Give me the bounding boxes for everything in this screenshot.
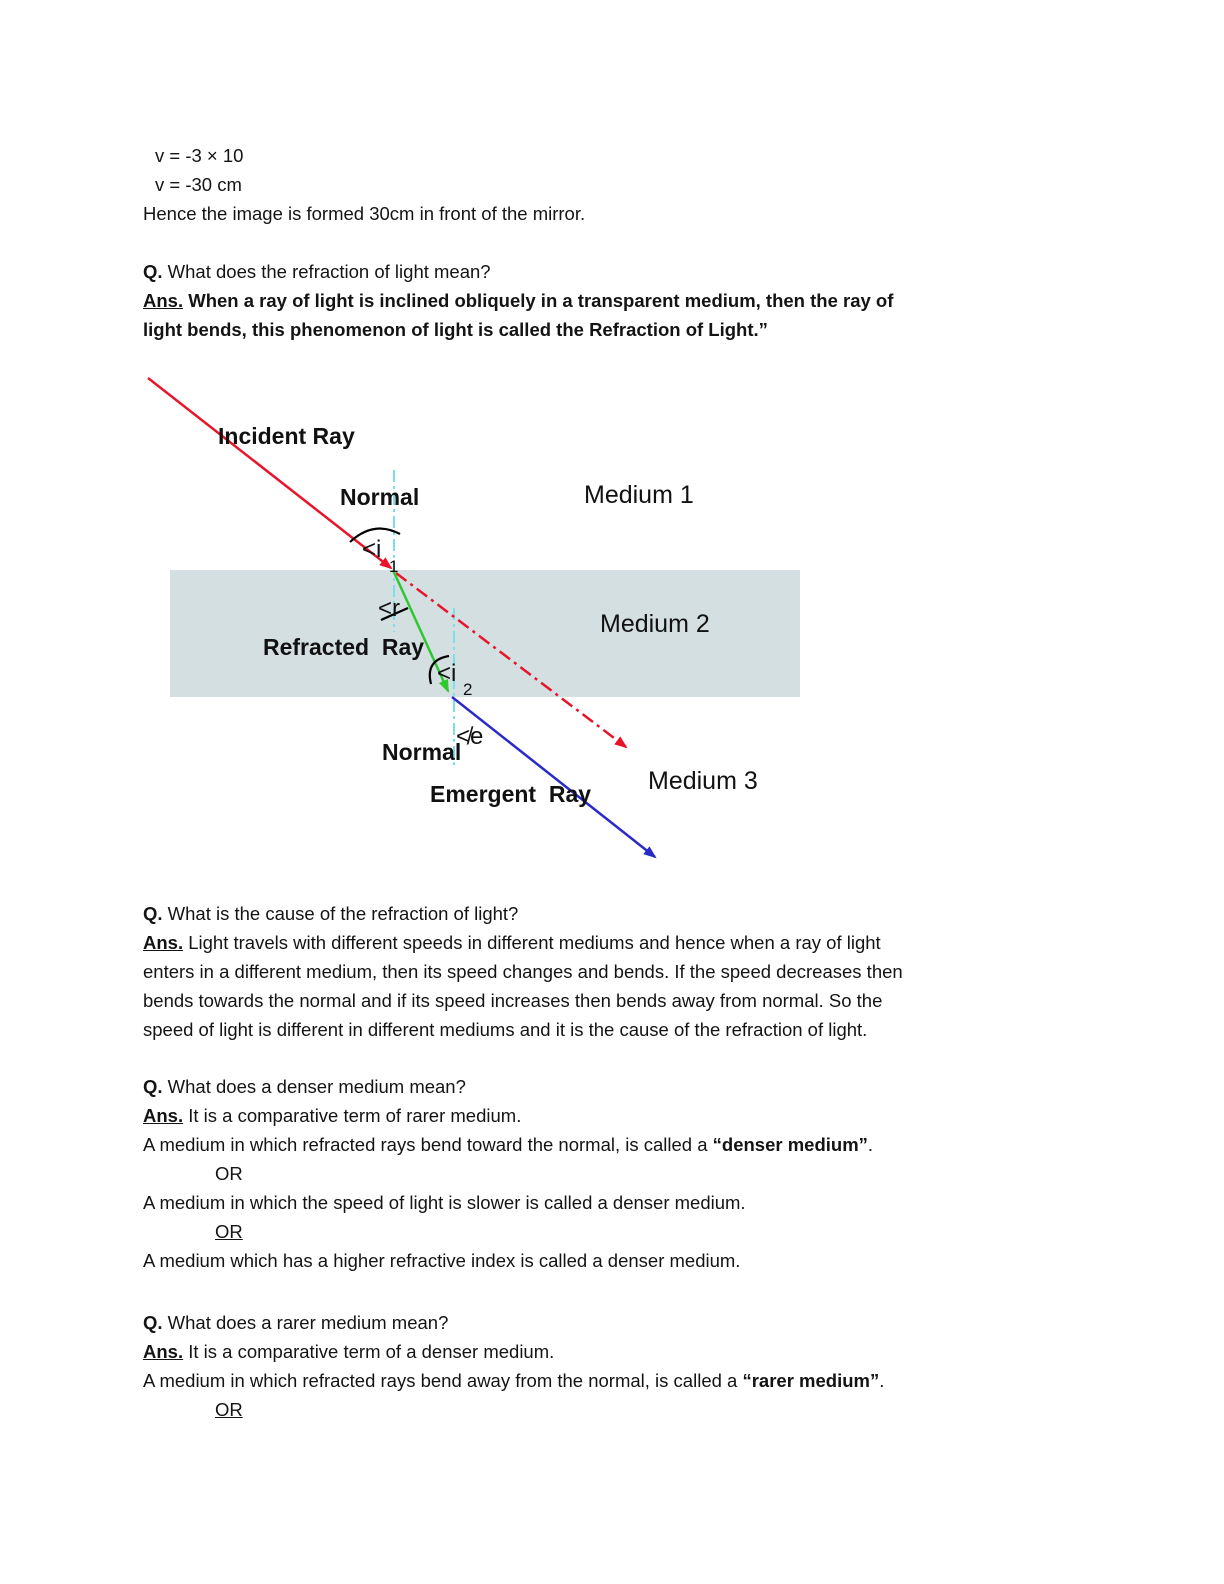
q-text: What does a rarer medium mean? bbox=[162, 1312, 449, 1333]
or-underlined: OR bbox=[215, 1399, 243, 1420]
or-text: OR bbox=[215, 1163, 243, 1184]
angle-i1-label: <i bbox=[362, 536, 382, 563]
ans-text: It is a comparative term of a denser medium. bbox=[183, 1341, 555, 1362]
or-separator bbox=[143, 1395, 1123, 1424]
q-text: What does a denser medium mean? bbox=[162, 1076, 466, 1097]
denser-definition-3: A medium which has a higher refractive index is called a denser medium. bbox=[143, 1250, 741, 1271]
def-term: “denser medium” bbox=[712, 1134, 868, 1155]
question-rarer bbox=[143, 1308, 1123, 1337]
incident-ray-label: Incident Ray bbox=[218, 423, 355, 449]
qa-denser-block bbox=[143, 1072, 1123, 1275]
normal-bottom-label: Normal bbox=[382, 739, 462, 765]
ans-text: It is a comparative term of rarer medium. bbox=[183, 1105, 522, 1126]
ans-text: Light travels with different speeds in different mediums and hence when a ray of light bbox=[183, 932, 881, 953]
question-denser bbox=[143, 1072, 1123, 1101]
qa-cause-block bbox=[143, 899, 1123, 1044]
def-term: “rarer medium” bbox=[742, 1370, 880, 1391]
angle-i2-subscript: 2 bbox=[463, 680, 473, 699]
medium1-label: Medium 1 bbox=[584, 481, 694, 509]
or-underlined: OR bbox=[215, 1221, 243, 1242]
ans-text: When a ray of light is inclined obliquely in a transparent medium, then the ray of bbox=[183, 290, 894, 311]
answer-denser bbox=[143, 1101, 1123, 1130]
q-text: What is the cause of the refraction of light? bbox=[162, 903, 519, 924]
answer-cause-line-2: enters in a different medium, then its speed changes and bends. If the speed decreases then bbox=[143, 961, 903, 982]
answer-refraction-line-2: light bends, this phenomenon of light is called the Refraction of Light.” bbox=[143, 319, 768, 340]
rarer-definition-1 bbox=[143, 1366, 1123, 1395]
answer-refraction-line-1 bbox=[143, 286, 1123, 315]
calc-line-1: v = -3 × 10 bbox=[155, 145, 244, 166]
def-period: . bbox=[879, 1370, 885, 1391]
def-text: A medium in which refracted rays bend toward the normal, is called a bbox=[143, 1134, 713, 1155]
answer-cause-line-4: speed of light is different in different mediums and it is the cause of the refraction of light. bbox=[143, 1019, 868, 1040]
ans-label: Ans. bbox=[143, 1105, 184, 1126]
mirror-calc-block bbox=[143, 141, 1123, 228]
normal-top-label: Normal bbox=[340, 484, 420, 510]
denser-definition-1 bbox=[143, 1130, 1123, 1159]
question-refraction bbox=[143, 257, 1123, 286]
or-text bbox=[143, 1221, 243, 1242]
question-cause bbox=[143, 899, 1123, 928]
angle-i1-subscript: 1 bbox=[389, 557, 399, 576]
angle-e-label: ≮e bbox=[456, 723, 484, 750]
angle-i2-label: <i bbox=[437, 660, 457, 687]
q-text: What does the refraction of light mean? bbox=[162, 261, 491, 282]
answer-rarer bbox=[143, 1337, 1123, 1366]
medium2-label: Medium 2 bbox=[600, 610, 710, 638]
q-label: Q. bbox=[143, 261, 163, 282]
answer-cause-line-1 bbox=[143, 928, 1123, 957]
emergent-ray-label: Emergent Ray bbox=[430, 781, 592, 807]
q-label: Q. bbox=[143, 1312, 163, 1333]
q-label: Q. bbox=[143, 903, 163, 924]
angle-r-label: <r bbox=[378, 595, 401, 622]
medium3-label: Medium 3 bbox=[648, 767, 758, 795]
or-separator bbox=[143, 1159, 1123, 1188]
qa-refraction-block bbox=[143, 257, 1123, 344]
emergent-ray-line bbox=[452, 697, 655, 857]
or-text bbox=[143, 1399, 243, 1420]
def-period: . bbox=[867, 1134, 874, 1155]
q-label: Q. bbox=[143, 1076, 163, 1097]
answer-cause-line-3: bends towards the normal and if its speed increases then bends away from normal. So the bbox=[143, 990, 883, 1011]
calc-line-2: v = -30 cm bbox=[155, 174, 242, 195]
refracted-ray-label: Refracted Ray bbox=[263, 634, 425, 660]
qa-rarer-block bbox=[143, 1308, 1123, 1424]
or-separator bbox=[143, 1217, 1123, 1246]
refraction-diagram bbox=[0, 370, 1224, 880]
calc-line-3: Hence the image is formed 30cm in front of the mirror. bbox=[143, 203, 586, 224]
denser-definition-2: A medium in which the speed of light is slower is called a denser medium. bbox=[143, 1192, 746, 1213]
def-text: A medium in which refracted rays bend away from the normal, is called a bbox=[143, 1370, 743, 1391]
ans-label: Ans. bbox=[143, 932, 184, 953]
ans-label: Ans. bbox=[143, 290, 184, 311]
ans-label: Ans. bbox=[143, 1341, 184, 1362]
